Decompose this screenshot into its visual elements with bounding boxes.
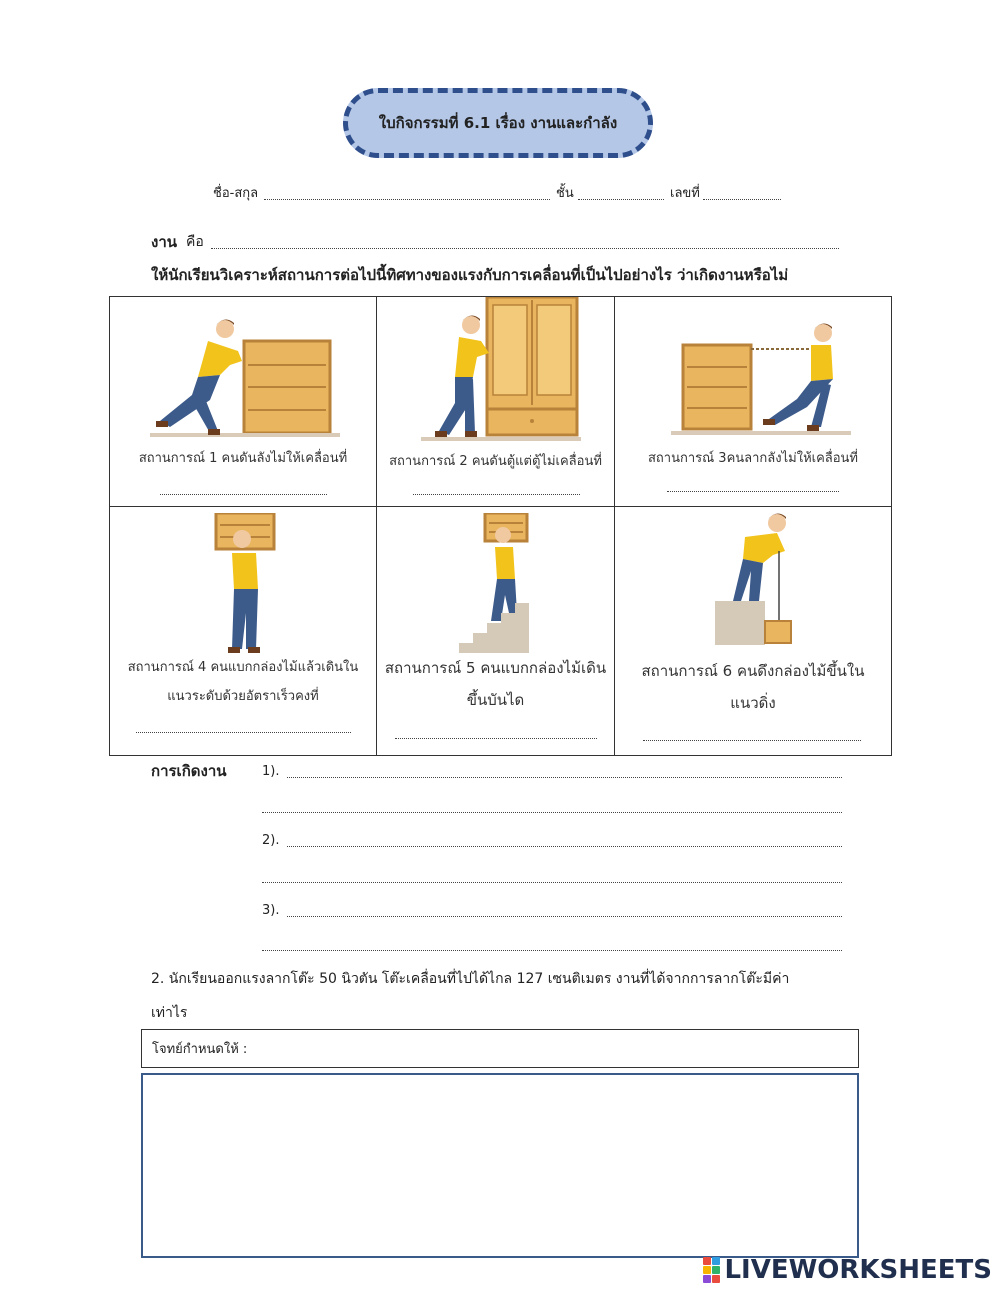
pull-crate-illustration — [671, 323, 851, 438]
situation-4-caption-line1: สถานการณ์ 4 คนแบกกล่องไม้แล้วเดินใน — [127, 660, 359, 675]
work-occurs-answer-3b[interactable] — [262, 949, 842, 951]
push-crate-illustration — [150, 315, 340, 440]
work-occurs-item-2: 2). — [262, 833, 280, 848]
situation-2-caption: สถานการณ์ 2 คนดันตู้แต่ตู้ไม่เคลื่อนที่ — [389, 454, 602, 469]
carry-box-stairs-illustration — [459, 513, 539, 653]
given-label: โจทย์กำหนดให้ : — [152, 1042, 248, 1057]
work-definition-blank[interactable] — [211, 247, 839, 249]
situation-cell-3 — [614, 296, 892, 507]
situation-2-answer[interactable] — [413, 493, 580, 495]
situation-1-caption: สถานการณ์ 1 คนดันลังไม่ให้เคลื่อนที่ — [138, 451, 348, 466]
situation-6-caption-line1: สถานการณ์ 6 คนดึงกล่องไม้ขึ้นใน — [641, 662, 865, 680]
liveworksheets-logo — [703, 1256, 992, 1284]
situation-4-answer[interactable] — [136, 731, 351, 733]
lift-box-vertical-illustration — [715, 511, 825, 645]
situation-cell-5 — [376, 506, 615, 756]
number-blank[interactable] — [703, 198, 781, 200]
work-occurs-item-3: 3). — [262, 903, 280, 918]
situation-4-caption-line2: แนวระดับด้วยอัตราเร็วคงที่ — [167, 689, 319, 704]
situation-cell-2 — [376, 296, 615, 507]
situation-6-answer[interactable] — [643, 739, 861, 741]
work-term: งาน — [151, 233, 178, 251]
work-occurs-answer-1b[interactable] — [262, 811, 842, 813]
name-label: ชื่อ-สกุล — [213, 186, 259, 201]
situation-5-caption-line1: สถานการณ์ 5 คนแบกกล่องไม้เดิน — [384, 659, 607, 677]
work-occurs-answer-2b[interactable] — [262, 881, 842, 883]
situation-cell-4 — [109, 506, 377, 756]
work-occurs-answer-1a[interactable] — [287, 776, 842, 778]
situation-1-answer[interactable] — [160, 493, 327, 495]
given-box[interactable] — [141, 1029, 859, 1068]
situation-grid — [109, 296, 892, 756]
question-2-line2: เท่าไร — [151, 1005, 188, 1021]
answer-box[interactable] — [141, 1073, 859, 1258]
worksheet-title: ใบกิจกรรมที่ 6.1 เรื่อง งานและกำลัง — [343, 88, 653, 158]
situation-cell-6 — [614, 506, 892, 756]
push-wardrobe-illustration — [421, 297, 581, 442]
name-blank[interactable] — [264, 198, 550, 200]
situation-5-caption-line2: ขึ้นบันได — [466, 691, 525, 709]
work-occurs-answer-3a[interactable] — [287, 915, 842, 917]
class-label: ชั้น — [556, 186, 574, 201]
logo-text: LIVEWORKSHEETS — [724, 1255, 992, 1285]
work-occurs-item-1: 1). — [262, 764, 280, 779]
situation-3-caption: สถานการณ์ 3คนลากลังไม่ให้เคลื่อนที่ — [647, 451, 859, 466]
work-occurs-label: การเกิดงาน — [151, 762, 227, 780]
number-label: เลขที่ — [670, 186, 700, 201]
instruction-text: ให้นักเรียนวิเคราะห์สถานการต่อไปนี้ทิศทางของแรงกับการเคลื่อนที่เป็นไปอย่างไร ว่าเกิดงานหรือไม่ — [151, 266, 789, 284]
situation-5-answer[interactable] — [395, 737, 597, 739]
situation-3-answer[interactable] — [667, 490, 839, 492]
question-2-line1: 2. นักเรียนออกแรงลากโต๊ะ 50 นิวตัน โต๊ะเคลื่อนที่ไปได้ไกล 127 เซนติเมตร งานที่ได้จากการลากโต๊ะมีค่า — [151, 971, 790, 987]
work-is: คือ — [186, 234, 204, 250]
situation-6-caption-line2: แนวดิ่ง — [730, 694, 776, 712]
work-occurs-answer-2a[interactable] — [287, 845, 842, 847]
carry-box-walk-illustration — [210, 513, 280, 653]
logo-tiles-icon — [703, 1257, 720, 1283]
situation-cell-1 — [109, 296, 377, 507]
class-blank[interactable] — [578, 198, 664, 200]
